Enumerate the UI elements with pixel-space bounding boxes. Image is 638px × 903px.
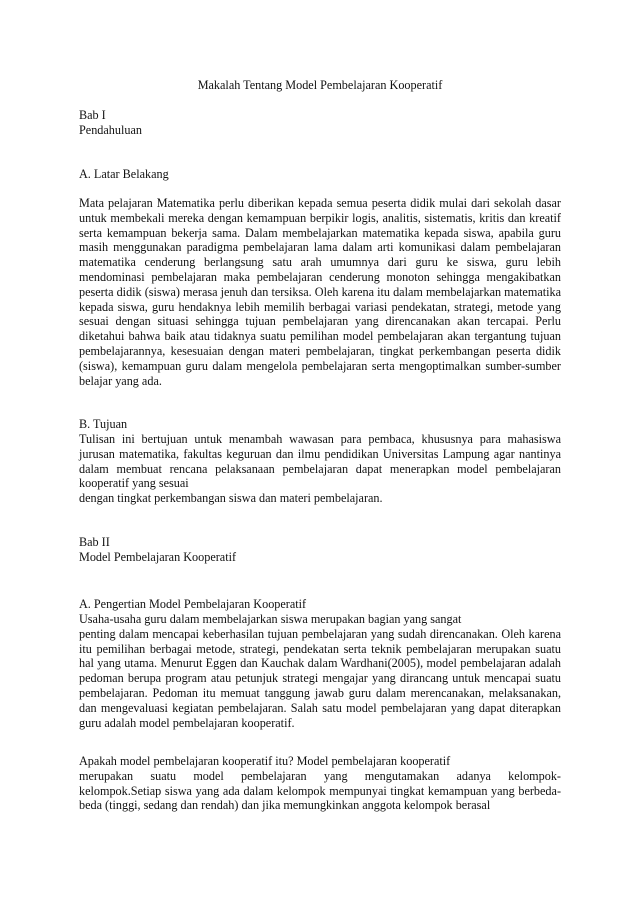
section-c-heading: A. Pengertian Model Pembelajaran Kooperatif — [79, 597, 307, 611]
chapter-2-label: Bab II — [79, 535, 110, 549]
section-a-heading: A. Latar Belakang — [79, 167, 169, 181]
chapter-1-name: Pendahuluan — [79, 122, 142, 137]
section-c-line-1: Usaha-usaha guru dalam membelajarkan siswa merupakan bagian yang sangat — [79, 612, 462, 626]
chapter-1-heading — [79, 108, 561, 138]
section-d-line-1: Apakah model pembelajaran kooperatif itu? Model pembelajaran kooperatif — [79, 754, 451, 768]
chapter-1-label: Bab I — [79, 108, 106, 122]
section-b-text: Tulisan ini bertujuan untuk menambah wawasan para pembaca, khususnya para mahasiswa jurusan matematika, fakultas keguruan dan ilmu pendidikan Universitas Lampung agar nantinya dalam membuat rencana pelaksanaan pembelajaran dapat menerapkan model pembelajaran kooperatif yang sesuai — [79, 432, 561, 491]
section-d-line-2: merupakan suatu model pembelajaran yang mengutamakan adanya kelompok- — [79, 768, 561, 783]
section-c-text: penting dalam mencapai keberhasilan tujuan pembelajaran yang sudah direncanakan. Oleh karena itu pemilihan berbagai metode, strategi, pendekatan serta teknik pembelajaran merupakan suatu hal yang utama. Menurut Eggen dan Kauchak dalam Wardhani(2005), model pembelajaran adalah pedoman berupa program atau petunjuk strategi mengajar yang dirancang untuk mencapai suatu pembelajaran. Pedoman itu memuat tanggung jawab guru dalam merencanakan, melaksanakan, dan mengevaluasi kegiatan pembelajaran. Salah satu model pembelajaran yang dapat diterapkan guru adalah model pembelajaran kooperatif. — [79, 626, 561, 730]
section-d-paragraph — [79, 754, 561, 813]
section-d-text: kelompok.Setiap siswa yang ada dalam kelompok mempunyai tingkat kemampuan yang berbeda-beda (tinggi, sedang dan rendah) dan jika memungkinkan anggota kelompok berasal — [79, 783, 561, 813]
chapter-2-name: Model Pembelajaran Kooperatif — [79, 549, 237, 564]
section-a-paragraph — [79, 196, 561, 388]
section-b-paragraph — [79, 432, 561, 506]
document-title: Makalah Tentang Model Pembelajaran Kooperatif — [197, 78, 443, 92]
section-c-paragraph — [79, 612, 561, 730]
chapter-2-heading — [79, 535, 561, 565]
section-b-heading: B. Tujuan — [79, 417, 128, 431]
section-b-text-cont: dengan tingkat perkembangan siswa dan materi pembelajaran. — [79, 491, 383, 506]
section-a-text: Mata pelajaran Matematika perlu diberikan kepada semua peserta didik mulai dari sekolah dasar untuk membekali mereka dengan kemampuan berpikir logis, analitis, sistematis, kritis dan kreatif serta kemampuan bekerja sama. Dalam membelajarkan matematika kepada siswa, apabila guru masih menggunakan paradigma pembelajaran lama dalam arti komunikasi dalam pembelajaran matematika cenderung berlangsung satu arah umumnya dari guru ke siswa, guru lebih mendominasi pembelajaran maka pembelajaran cenderung monoton sehingga mengakibatkan peserta didik (siswa) merasa jenuh dan tersiksa. Oleh karena itu dalam membelajarkan matematika kepada siswa, guru hendaknya lebih memilih berbagai variasi pendekatan, strategi, metode yang sesuai dengan situasi sehingga tujuan pembelajaran yang direncanakan akan tercapai. Perlu diketahui bahwa baik atau tidaknya suatu pemilihan model pembelajaran akan tergantung tujuan pembelajarannya, kesesuaian dengan materi pembelajaran, tingkat perkembangan peserta didik (siswa), kemampuan guru dalam mengelola pembelajaran serta mengoptimalkan sumber-sumber belajar yang ada. — [79, 196, 561, 388]
